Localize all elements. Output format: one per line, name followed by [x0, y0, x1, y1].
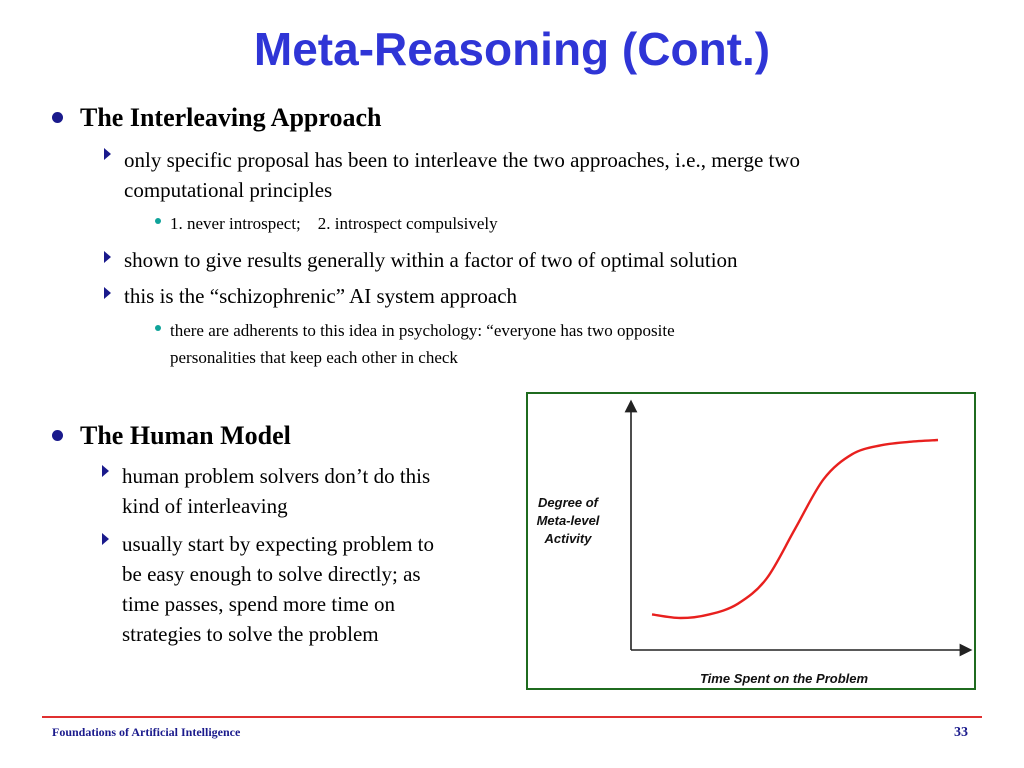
bullet-dot-icon	[52, 430, 63, 441]
bullet-line: time passes, spend more time on	[122, 592, 395, 616]
bullet-line: shown to give results generally within a factor of two of optimal solution	[124, 248, 738, 272]
bullet-line: only specific proposal has been to interleave the two approaches, i.e., merge two	[124, 148, 801, 172]
bullet-text	[124, 281, 517, 311]
bullet-line: strategies to solve the problem	[122, 622, 379, 646]
arrow-bullet-icon	[104, 287, 111, 299]
y-axis-label-line: Activity	[544, 531, 592, 546]
sub-bullet-text	[170, 317, 675, 371]
y-axis-label-line: Meta-level	[536, 513, 600, 528]
arrow-bullet-icon	[104, 148, 111, 160]
bullet-text	[122, 529, 434, 649]
arrow-bullet-icon	[102, 533, 109, 545]
bullet-line: this is the “schizophrenic” AI system approach	[124, 284, 518, 308]
y-axis-label-line: Degree of	[538, 495, 598, 510]
bullet-line: human problem solvers don’t do this	[122, 464, 431, 488]
series-line	[652, 440, 938, 618]
footer-course-title: Foundations of Artificial Intelligence	[52, 725, 241, 739]
bullet-line: 1. never introspect; 2. introspect compulsively	[170, 214, 498, 233]
bullet-line: be easy enough to solve directly; as	[122, 562, 421, 586]
s-curve-chart	[526, 392, 976, 690]
bullet-line: personalities that keep each other in check	[170, 348, 458, 367]
section-heading: The Human Model	[80, 421, 291, 450]
bullet-line: kind of interleaving	[122, 494, 288, 518]
arrow-bullet-icon	[104, 251, 111, 263]
arrow-bullet-icon	[102, 465, 109, 477]
bullet-dot-icon	[52, 112, 63, 123]
bullet-text	[124, 145, 800, 205]
footer-rule	[42, 716, 982, 718]
sub-bullet-text	[170, 210, 498, 237]
page-number: 33	[954, 725, 968, 740]
sub-bullet-dot-icon	[155, 218, 161, 224]
sub-bullet-dot-icon	[155, 325, 161, 331]
slide-title: Meta-Reasoning (Cont.)	[253, 23, 771, 75]
bullet-text	[122, 461, 430, 521]
bullet-line: computational principles	[124, 178, 333, 202]
bullet-line: usually start by expecting problem to	[122, 532, 435, 556]
bullet-line: there are adherents to this idea in psychology: “everyone has two opposite	[170, 321, 675, 340]
bullet-text	[124, 245, 738, 275]
chart-svg	[528, 394, 974, 688]
x-axis-label: Time Spent on the Problem	[699, 671, 869, 686]
section-heading: The Interleaving Approach	[80, 103, 382, 132]
